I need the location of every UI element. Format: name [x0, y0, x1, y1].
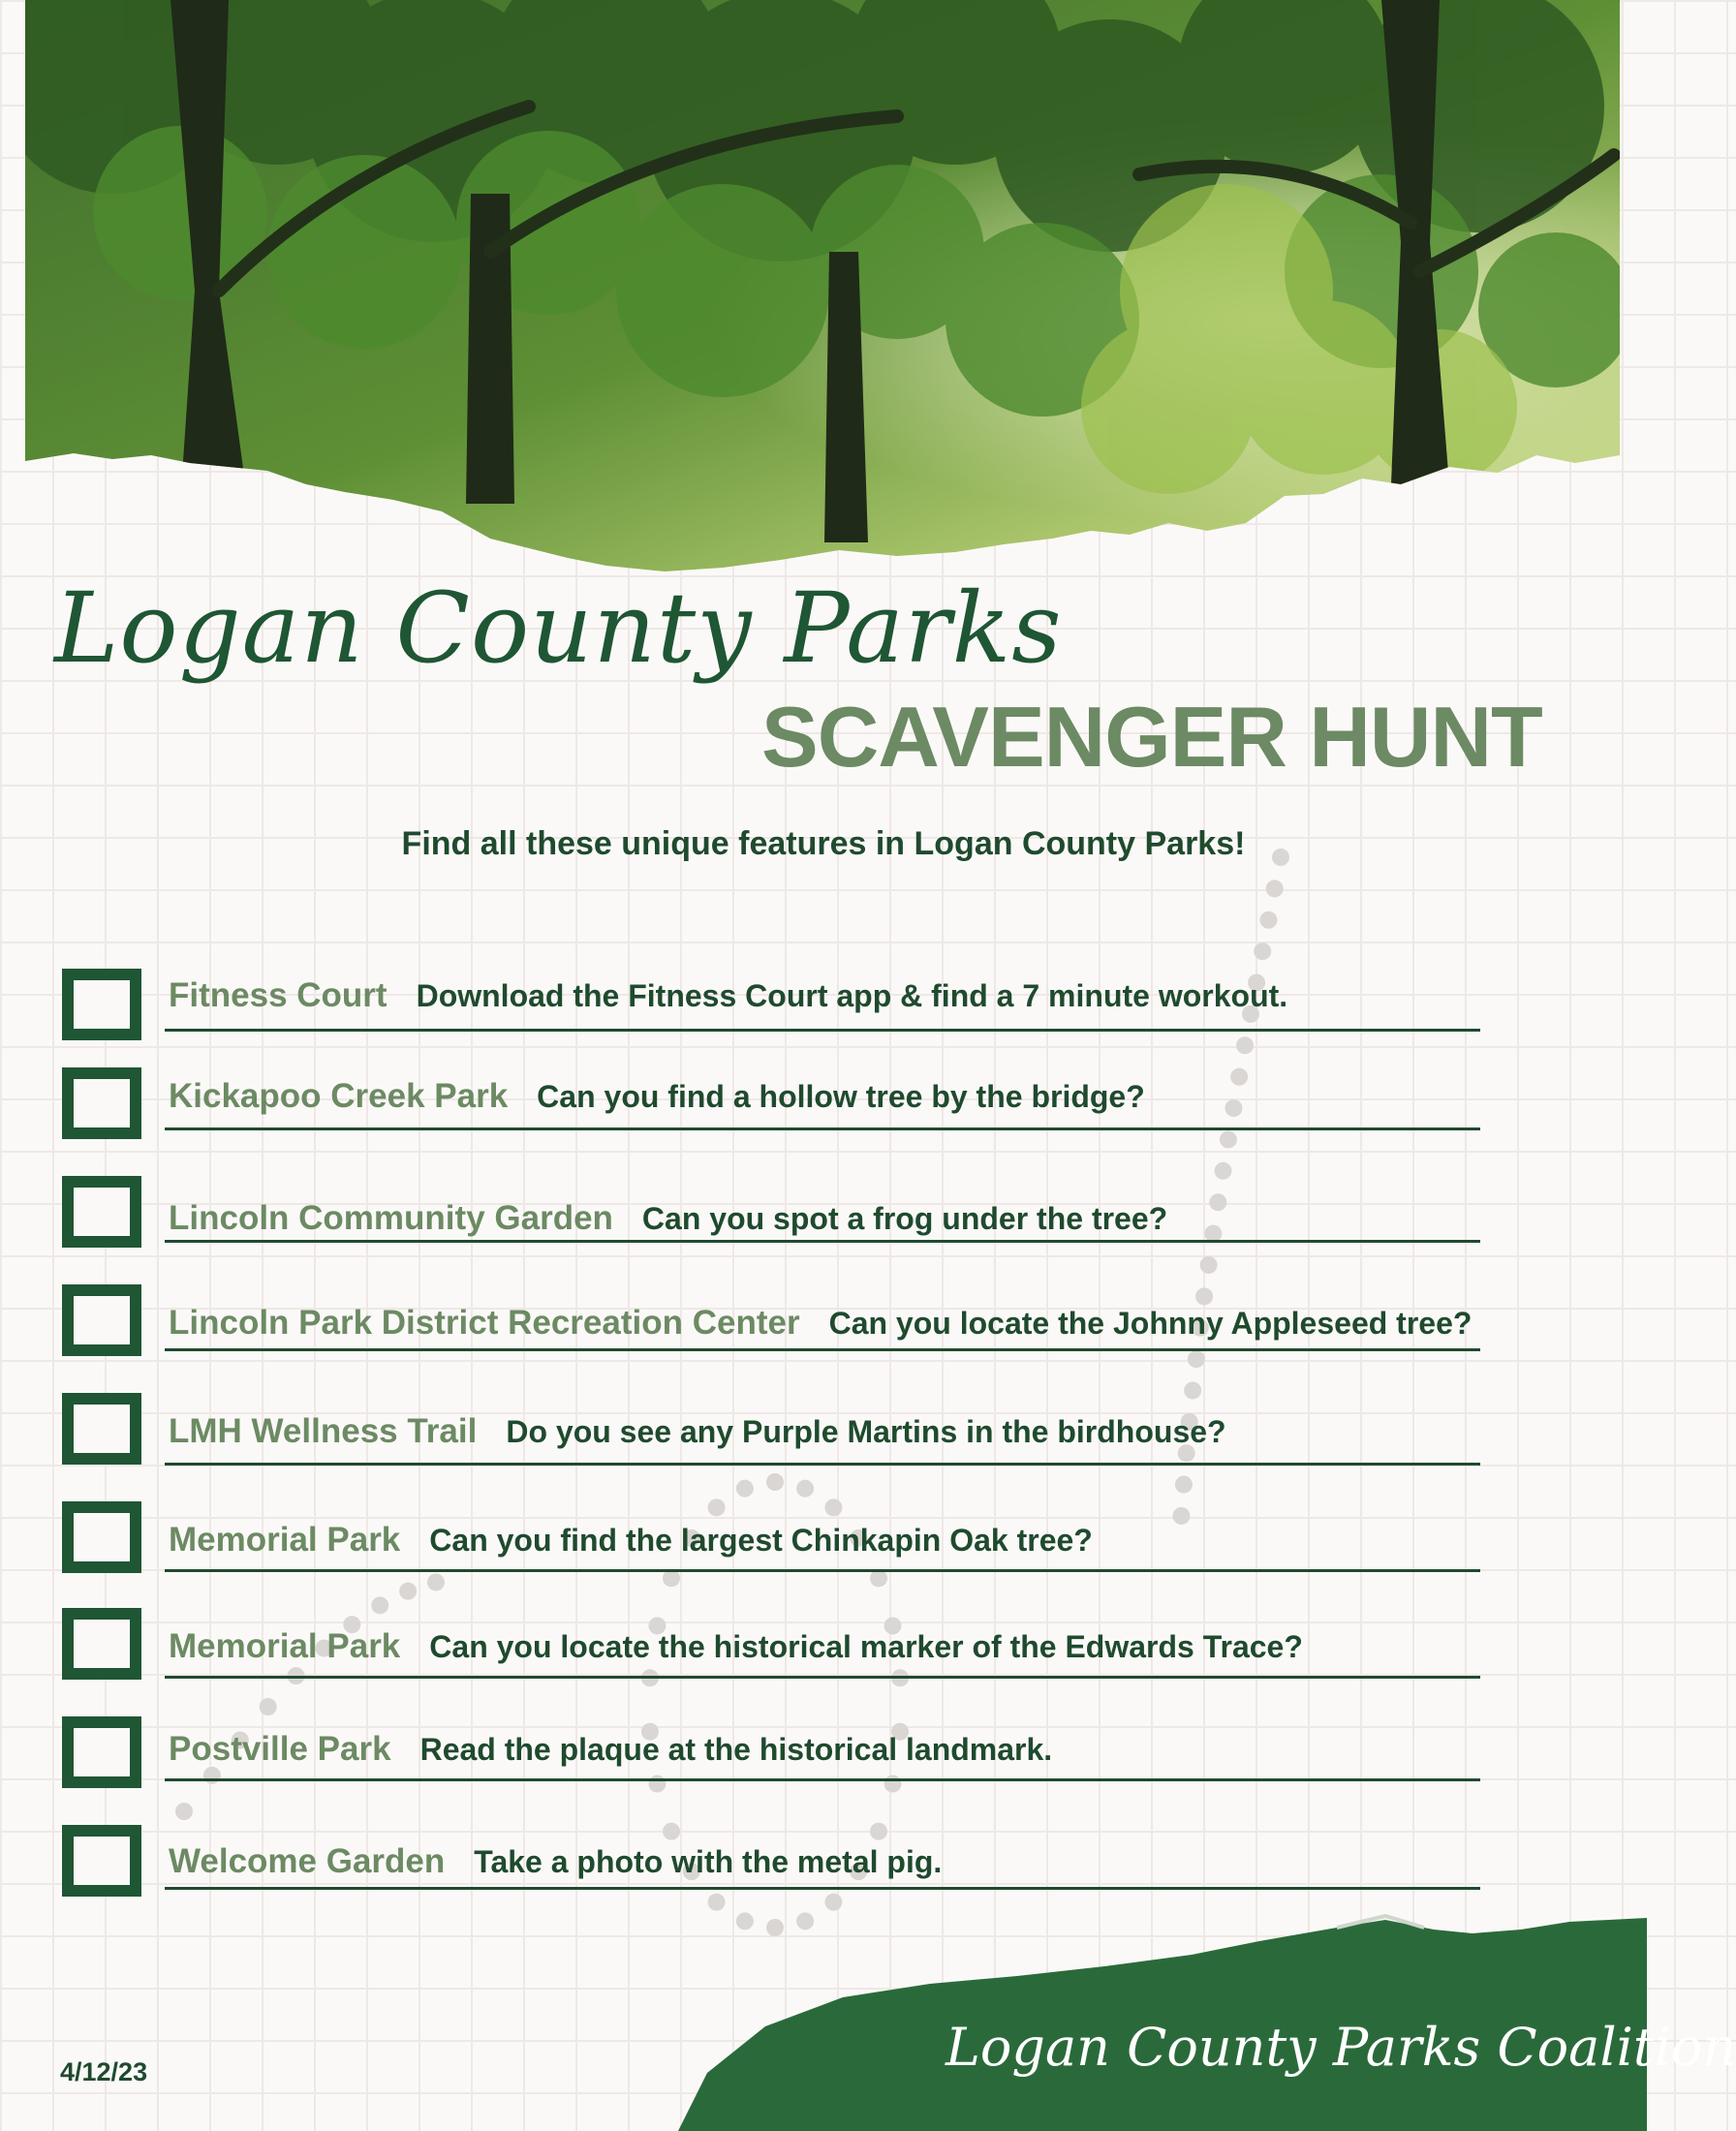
park-name: Fitness Court [169, 976, 388, 1014]
subtitle: Find all these unique features in Logan County Parks! [401, 825, 1246, 862]
title-script: Logan County Parks [54, 571, 1063, 685]
task-text: Can you find a hollow tree by the bridge? [537, 1079, 1145, 1114]
task-text: Can you spot a frog under the tree? [641, 1201, 1168, 1236]
park-name: Welcome Garden [169, 1842, 446, 1880]
task-text: Can you locate the historical marker of the Edwards Trace? [429, 1629, 1303, 1664]
task-text: Read the plaque at the historical landmark. [419, 1732, 1053, 1767]
park-name: Memorial Park [169, 1521, 401, 1559]
task-text: Can you locate the Johnny Appleseed tree? [828, 1306, 1472, 1341]
park-name: Lincoln Community Garden [169, 1199, 613, 1237]
title-main: SCAVENGER HUNT [761, 689, 1542, 785]
organization-name: Logan County Parks Coalition [946, 2017, 1736, 2078]
task-text: Take a photo with the metal pig. [474, 1844, 943, 1879]
date-label: 4/12/23 [60, 2057, 148, 2086]
task-text: Download the Fitness Court app & find a 7 minute workout. [416, 978, 1288, 1013]
park-name: Memorial Park [169, 1627, 401, 1665]
park-name: Kickapoo Creek Park [169, 1077, 509, 1115]
park-name: Lincoln Park District Recreation Center [169, 1304, 800, 1342]
park-name: Postville Park [169, 1730, 391, 1768]
task-text: Do you see any Purple Martins in the birdhouse? [506, 1414, 1226, 1449]
task-text: Can you find the largest Chinkapin Oak tree? [429, 1523, 1093, 1558]
park-name: LMH Wellness Trail [169, 1412, 478, 1450]
